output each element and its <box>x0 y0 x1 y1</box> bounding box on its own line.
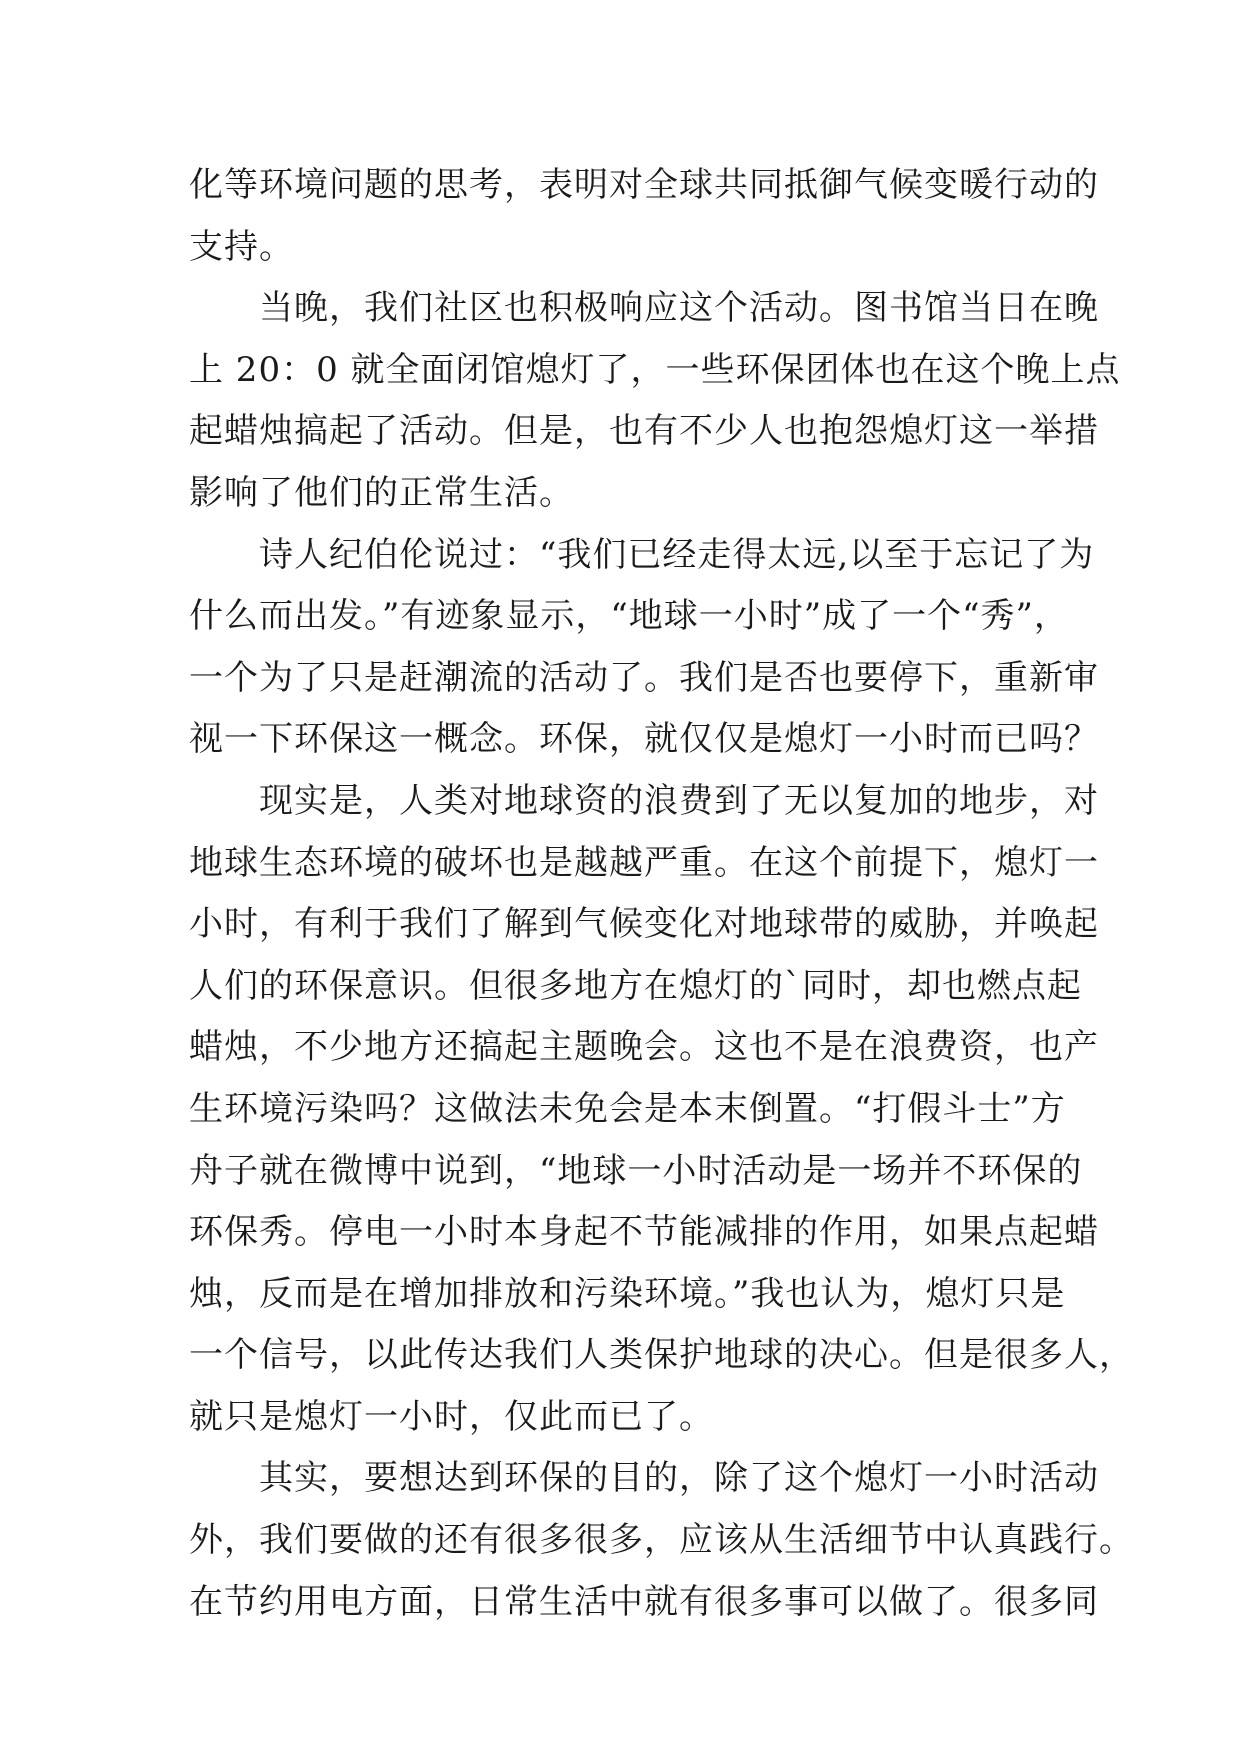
text-line: 支持。 <box>189 226 294 267</box>
text-line: 生环境污染吗？这做法未免会是本末倒置。“打假斗士”方 <box>189 1088 1066 1129</box>
text-line: 烛，反而是在增加排放和污染环境。”我也认为，熄灯只是 <box>189 1273 1066 1314</box>
text-line: 小时，有利于我们了解到气候变化对地球带的威胁，并唤起 <box>189 904 1099 945</box>
paragraph-start-line: 当晚，我们社区也积极响应这个活动。图书馆当日在晚 <box>259 288 1099 329</box>
text-line: 什么而出发。”有迹象显示，“地球一小时”成了一个“秀”， <box>189 596 1069 637</box>
text-line: 就只是熄灯一小时，仅此而已了。 <box>189 1396 714 1437</box>
text-line: 上 20：0 就全面闭馆熄灯了，一些环保团体也在这个晚上点 <box>189 349 1121 390</box>
paragraph-start-line: 现实是，人类对地球资的浪费到了无以复加的地步，对 <box>259 780 1099 821</box>
paragraph-start-line: 诗人纪伯伦说过：“我们已经走得太远,以至于忘记了为 <box>259 534 1095 575</box>
text-line: 外，我们要做的还有很多很多，应该从生活细节中认真践行。 <box>189 1520 1134 1561</box>
text-line: 在节约用电方面，日常生活中就有很多事可以做了。很多同 <box>189 1581 1099 1622</box>
text-line: 人们的环保意识。但很多地方在熄灯的`同时，却也燃点起 <box>189 965 1082 1006</box>
text-line: 影响了他们的正常生活。 <box>189 472 574 513</box>
paragraph-start-line: 其实，要想达到环保的目的，除了这个熄灯一小时活动 <box>259 1458 1099 1499</box>
text-line: 舟子就在微博中说到，“地球一小时活动是一场并不环保的 <box>189 1150 1083 1191</box>
text-line: 起蜡烛搞起了活动。但是，也有不少人也抱怨熄灯这一举措 <box>189 411 1099 452</box>
text-line: 视一下环保这一概念。环保，就仅仅是熄灯一小时而已吗？ <box>189 719 1099 760</box>
text-line: 地球生态环境的破坏也是越越严重。在这个前提下，熄灯一 <box>189 842 1099 883</box>
text-line: 一个信号，以此传达我们人类保护地球的决心。但是很多人， <box>189 1335 1134 1376</box>
text-line: 化等环境问题的思考，表明对全球共同抵御气候变暖行动的 <box>189 165 1099 205</box>
text-line: 一个为了只是赶潮流的活动了。我们是否也要停下，重新审 <box>189 657 1099 698</box>
body-text <box>189 155 1134 1633</box>
text-line: 蜡烛，不少地方还搞起主题晚会。这也不是在浪费资，也产 <box>189 1027 1099 1068</box>
text-line: 环保秀。停电一小时本身起不节能减排的作用，如果点起蜡 <box>189 1212 1099 1253</box>
